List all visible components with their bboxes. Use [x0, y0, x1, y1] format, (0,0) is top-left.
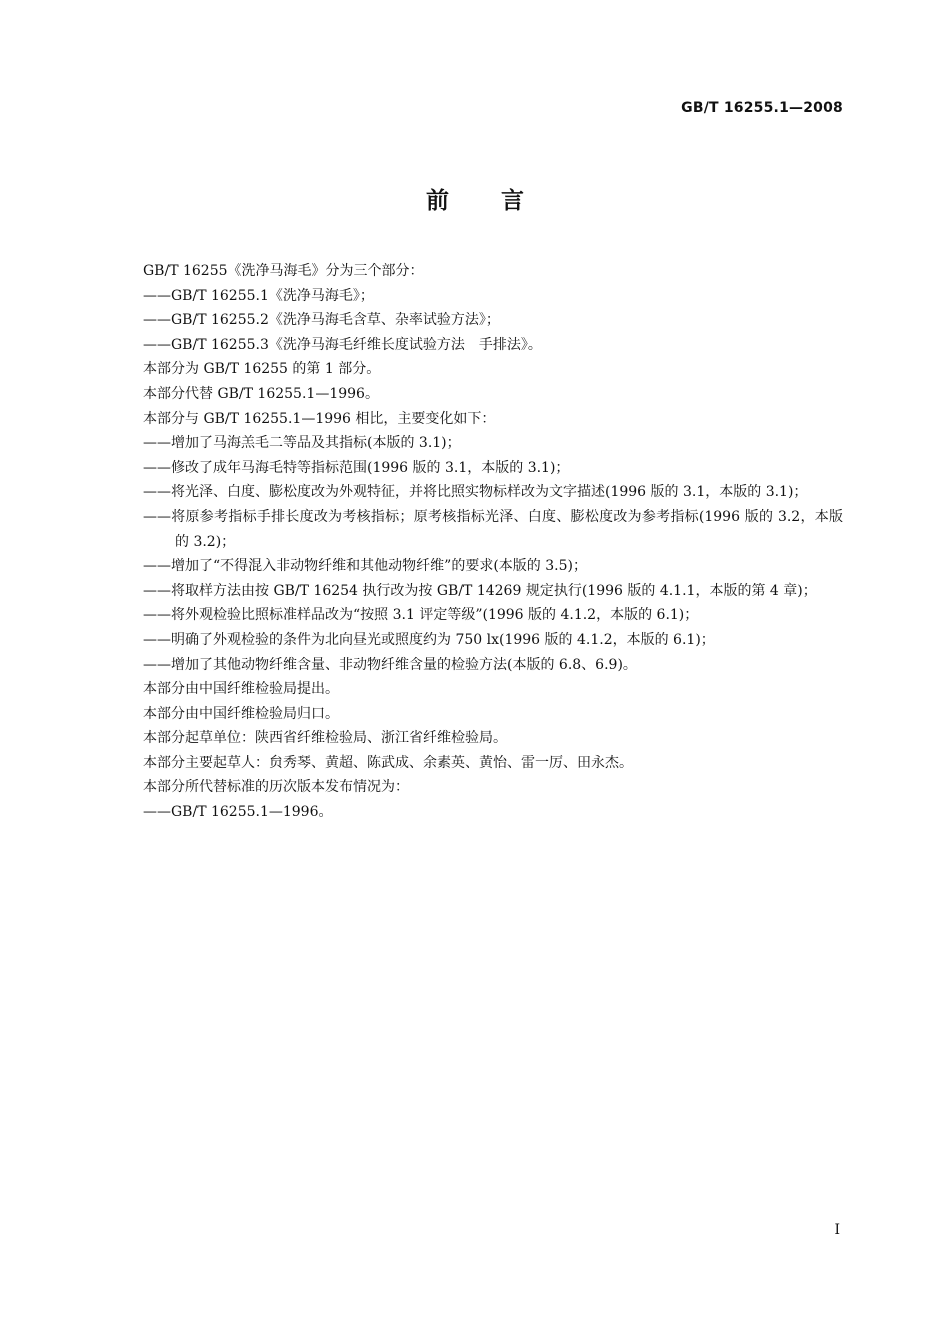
foreword-line: 本部分与 GB/T 16255.1—1996 相比，主要变化如下：	[143, 410, 496, 427]
foreword-line: ——将外观检验比照标准样品改为“按照 3.1 评定等级”(1996 版的 4.1.2，本版的 6.1)；	[143, 607, 699, 624]
foreword-line: 本部分主要起草人：贠秀琴、黄超、陈武成、余素英、黄怡、雷一厉、田永杰。	[143, 754, 633, 771]
foreword-line: ——GB/T 16255.1—1996。	[143, 804, 333, 821]
foreword-line: ——修改了成年马海毛特等指标范围(1996 版的 3.1，本版的 3.1)；	[143, 459, 570, 476]
foreword-line: 本部分由中国纤维检验局提出。	[143, 681, 339, 698]
foreword-line: 本部分为 GB/T 16255 的第 1 部分。	[143, 361, 381, 378]
foreword-body	[143, 259, 843, 825]
foreword-line: ——增加了马海羔毛二等品及其指标(本版的 3.1)；	[143, 435, 461, 452]
foreword-line: ——增加了“不得混入非动物纤维和其他动物纤维”的要求(本版的 3.5)；	[143, 558, 587, 575]
foreword-line: ——增加了其他动物纤维含量、非动物纤维含量的检验方法(本版的 6.8、6.9)。	[143, 656, 637, 673]
foreword-line: 本部分所代替标准的历次版本发布情况为：	[143, 779, 409, 796]
foreword-line: 本部分起草单位：陕西省纤维检验局、浙江省纤维检验局。	[143, 730, 507, 747]
standard-code: GB/T 16255.1—2008	[681, 100, 843, 116]
foreword-line: 本部分由中国纤维检验局归口。	[143, 705, 339, 722]
foreword-line: 本部分代替 GB/T 16255.1—1996。	[143, 385, 379, 402]
foreword-line: ——明确了外观检验的条件为北向昼光或照度约为 750 lx(1996 版的 4.1.2，本版的 6.1)；	[143, 631, 715, 648]
page-title: 前言	[426, 188, 576, 214]
foreword-line: GB/T 16255《洗净马海毛》分为三个部分：	[143, 263, 424, 279]
foreword-line: ——GB/T 16255.3《洗净马海毛纤维长度试验方法 手排法》。	[143, 336, 542, 353]
foreword-line: ——将原参考指标手排长度改为考核指标；原考核指标光泽、白度、膨松度改为参考指标(1996 版的 3.2，本版的 3.2)；	[143, 508, 843, 550]
foreword-line: ——将取样方法由按 GB/T 16254 执行改为按 GB/T 14269 规定执行(1996 版的 4.1.1，本版的第 4 章)；	[143, 582, 817, 599]
foreword-line: ——GB/T 16255.2《洗净马海毛含草、杂率试验方法》；	[143, 312, 500, 329]
page-number: I	[834, 1222, 840, 1238]
foreword-line: ——将光泽、白度、膨松度改为外观特征，并将比照实物标样改为文字描述(1996 版的 3.1，本版的 3.1)；	[143, 484, 808, 501]
foreword-line: ——GB/T 16255.1《洗净马海毛》；	[143, 287, 374, 304]
